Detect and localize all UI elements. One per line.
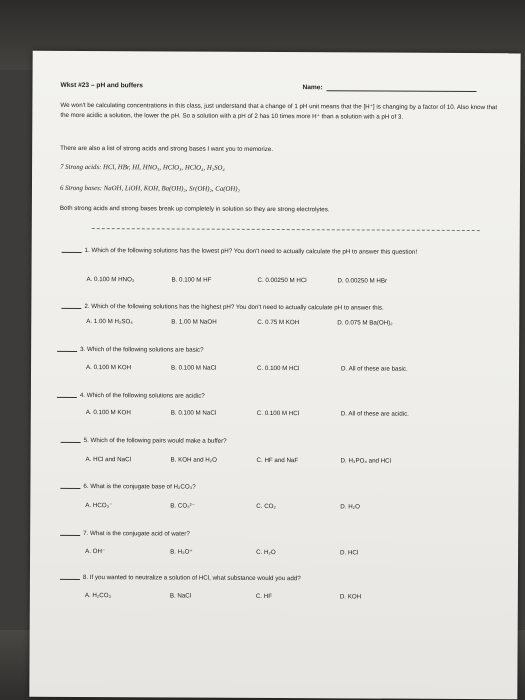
q1-option-c: C. 0.00250 M HCl: [257, 276, 307, 285]
strong-acids-list: 7 Strong acids: HCl, HBr, HI, HNO₃, HClO₃, HClO₄, H₂SO₄: [60, 163, 225, 172]
q3-option-c: C. 0.100 M HCl: [257, 364, 300, 373]
intro-paragraph-1: We won't be calculating concentrations in this class, just understand that a change of 1 pH unit means that the [H⁺] is changing by a factor of 10. Also know that the more acidic a solution, the lower the pH. So a solution with a pH of 2 has 10 times more H⁺ than a solution with a pH of 3.: [60, 101, 498, 121]
q6-option-b: B. CO₃²⁻: [170, 502, 196, 510]
answer-blank-2[interactable]: [61, 302, 81, 309]
q8-option-a: A. H₂CO₃: [84, 592, 112, 600]
question-4: [57, 391, 205, 401]
q8-option-b: B. NaCl: [169, 592, 192, 600]
question-1: [62, 246, 502, 257]
question-5-text: 5. Which of the following pairs would make a buffer?: [83, 436, 227, 445]
worksheet-page: [29, 51, 520, 700]
q8-option-c: C. HF: [255, 592, 273, 600]
q6-option-d: D. H₂O: [340, 503, 360, 511]
name-field[interactable]: [302, 83, 476, 92]
q4-option-b: B. 0.100 M NaCl: [170, 409, 217, 417]
q3-option-b: B. 0.100 M NaCl: [171, 364, 217, 372]
name-line[interactable]: [327, 83, 477, 92]
q7-option-b: B. H₃O⁺: [170, 548, 193, 556]
q2-option-b: B. 1.00 M NaOH: [171, 318, 217, 326]
q4-option-d: D. All of these are acidic.: [340, 410, 409, 418]
name-label: Name:: [302, 84, 323, 92]
q1-option-d: D. 0.00250 M HBr: [337, 277, 388, 285]
question-3-text: 3. Which of the following solutions are basic?: [80, 345, 204, 354]
strong-bases-list: 6 Strong bases: NaOH, LiOH, KOH, Ba(OH)₂, Sr(OH)₂, Ca(OH)₂: [59, 184, 240, 193]
q2-option-d: D. 0.075 M Ba(OH)₂: [337, 319, 393, 327]
question-3: [57, 345, 204, 355]
intro-paragraph-2: There are also a list of strong acids and strong bases I want you to memorize.: [60, 144, 274, 153]
q7-option-d: D. HCl: [340, 549, 359, 557]
q6-option-c: C. CO₂: [256, 502, 276, 511]
answer-blank-5[interactable]: [61, 436, 81, 443]
q2-option-c: C. 0.75 M KOH: [257, 318, 300, 327]
question-7: [60, 529, 190, 539]
question-2: [61, 302, 501, 313]
q3-option-d: D. All of these are basic.: [341, 365, 408, 373]
answer-blank-3[interactable]: [57, 345, 77, 352]
q4-option-c: C. 0.100 M HCl: [256, 409, 300, 418]
worksheet-title: Wkst #23 – pH and buffers: [60, 81, 143, 90]
question-7-text: 7. What is the conjugate acid of water?: [83, 529, 190, 538]
q8-option-d: D. KOH: [339, 593, 362, 601]
answer-blank-8[interactable]: [60, 573, 80, 580]
question-2-text: 2. Which of the following solutions has the highest pH? You don't need to actually calculate pH to answer this.: [84, 303, 384, 312]
question-8-text: 8. If you wanted to neutralize a solution of HCl, what substance would you add?: [82, 573, 301, 583]
q7-option-c: C. H₂O: [256, 548, 276, 557]
q6-option-a: A. HCO₃⁻: [85, 502, 113, 510]
answer-blank-7[interactable]: [60, 529, 80, 536]
q5-option-d: D. H₃PO₄ and HCl: [340, 457, 392, 465]
q5-option-c: C. HF and NaF: [256, 456, 299, 465]
question-5: [61, 436, 227, 446]
q1-option-b: B. 0.100 M HF: [171, 276, 212, 284]
question-6-text: 6. What is the conjugate base of H₂CO₃?: [83, 482, 196, 491]
intro-paragraph-3: Both strong acids and strong bases break up completely in solution so they are strong electrolytes.: [59, 204, 330, 214]
question-1-text: 1. Which of the following solutions has the lowest pH? You don't need to actually calculate the pH to answer this question!: [84, 247, 418, 256]
section-divider: [92, 228, 480, 231]
q7-option-a: A. OH⁻: [85, 548, 106, 556]
q5-option-b: B. KOH and H₂O: [170, 456, 217, 464]
q3-option-a: A. 0.100 M KOH: [86, 364, 132, 372]
answer-blank-1[interactable]: [62, 246, 82, 253]
q1-option-a: A. 0.100 M HNO₃: [86, 276, 135, 284]
q2-option-a: A. 1.00 M H₂SO₄: [86, 318, 133, 326]
q4-option-a: A. 0.100 M KOH: [85, 409, 131, 417]
answer-blank-6[interactable]: [60, 482, 80, 489]
q5-option-a: A. HCl and NaCl: [85, 456, 131, 464]
answer-blank-4[interactable]: [57, 391, 77, 398]
question-6: [60, 482, 195, 492]
question-4-text: 4. Which of the following solutions are acidic?: [79, 391, 205, 400]
question-8: [60, 573, 301, 583]
